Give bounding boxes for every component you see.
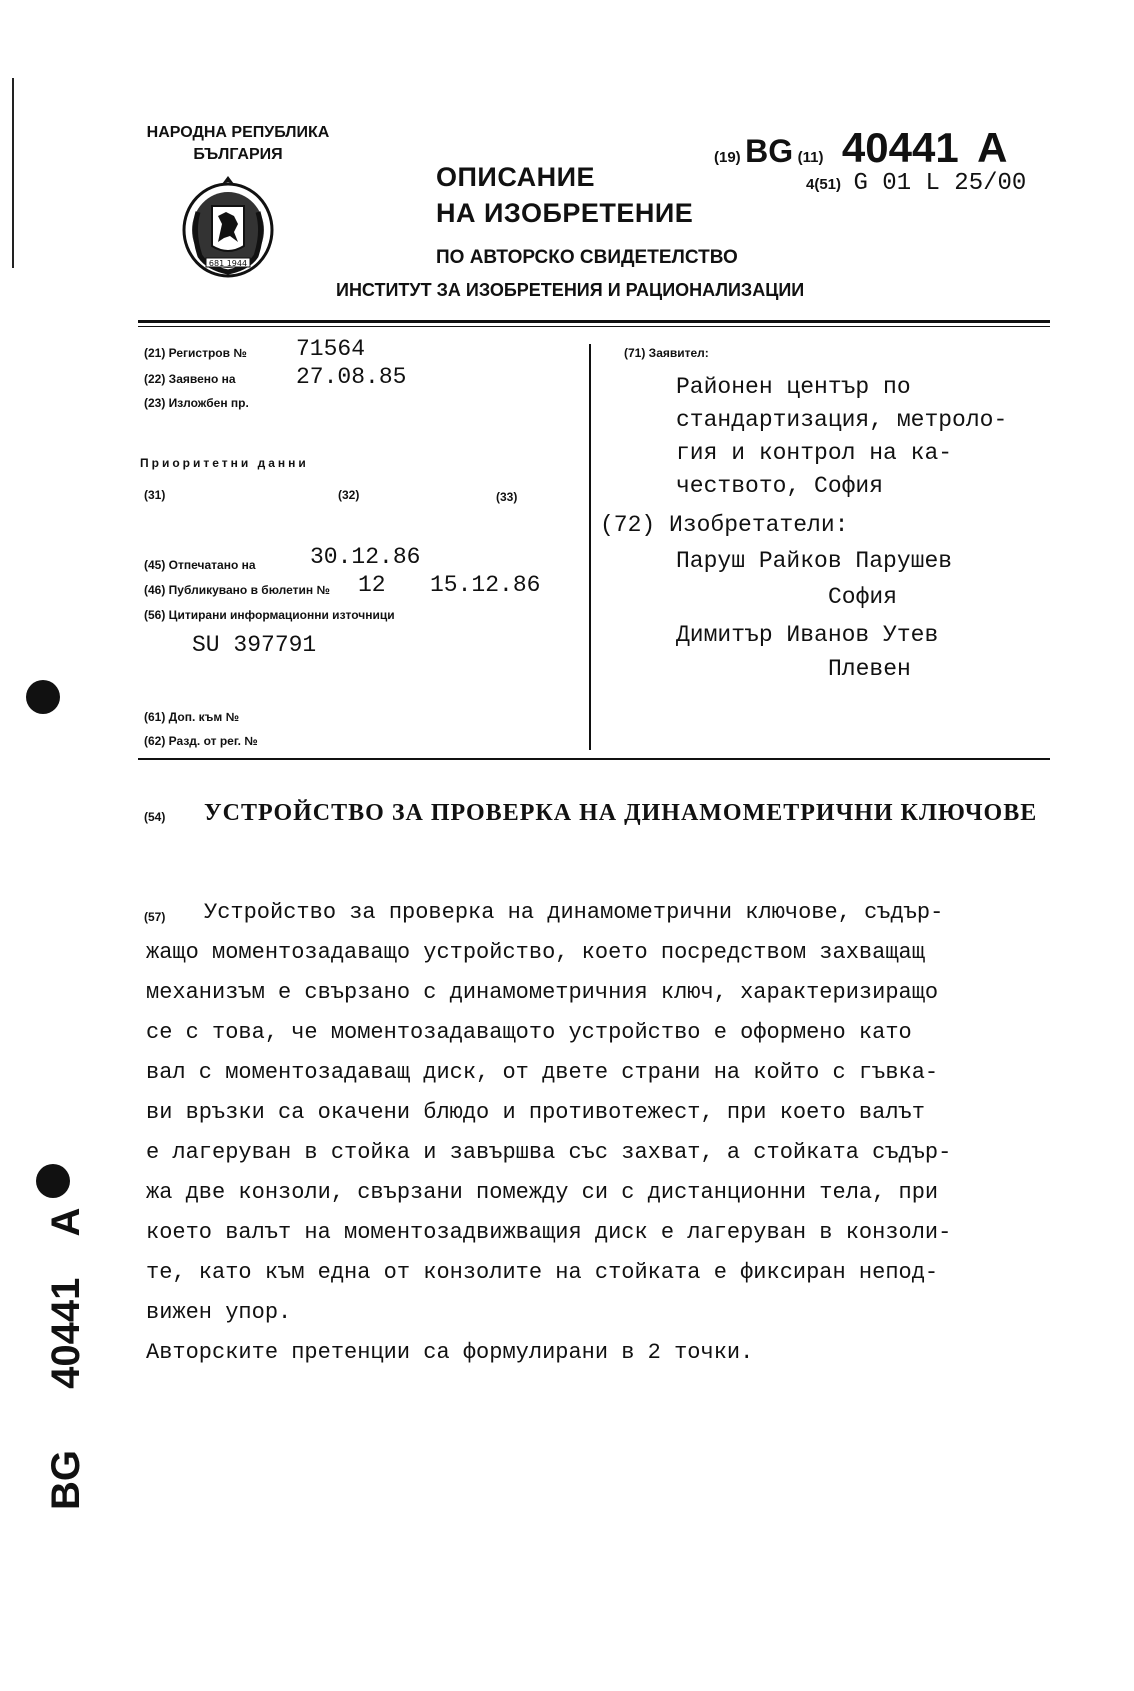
inventor-line: Димитър Иванов Утев bbox=[676, 622, 939, 648]
abstract-line: те, като към една от конзолите на стойката е фиксиран непод- bbox=[146, 1260, 939, 1285]
abstract-line: вижен упор. bbox=[146, 1300, 292, 1325]
country-code: BG bbox=[745, 133, 794, 169]
field-46-bulletin: 12 bbox=[358, 572, 386, 598]
field-45-value: 30.12.86 bbox=[310, 544, 421, 570]
inventor-line: Плевен bbox=[828, 656, 911, 682]
doc-title-line-2: НА ИЗОБРЕТЕНИЕ bbox=[436, 198, 694, 228]
ipc-classification bbox=[806, 170, 1026, 197]
field-23-label: (23) Изложбен пр. bbox=[144, 396, 249, 410]
side-doc-kind: A bbox=[44, 1207, 88, 1237]
country-line-2: БЪЛГАРИЯ bbox=[193, 146, 283, 163]
abstract-line: ви връзки са окачени блюдо и противотежест, при което валът bbox=[146, 1100, 925, 1125]
code-11: (11) bbox=[797, 149, 824, 166]
applicant-line: стандартизация, метроло- bbox=[676, 407, 1008, 433]
ipc-code: G 01 L 25/00 bbox=[853, 170, 1027, 197]
emblem-years: 681 1944 bbox=[208, 259, 248, 268]
punch-hole bbox=[26, 680, 60, 714]
field-56-label: (56) Цитирани информационни източници bbox=[144, 608, 395, 622]
abstract-line: което валът на моментозадвижващия диск е лагеруван в конзоли- bbox=[146, 1220, 952, 1245]
abstract-line: е лагеруван в стойка и завършва със захват, а стойката съдър- bbox=[146, 1140, 952, 1165]
fields-rule bbox=[138, 758, 1050, 760]
applicant-label: (71) Заявител: bbox=[624, 346, 709, 360]
field-46-label: (46) Публикувано в бюлетин № bbox=[144, 583, 330, 597]
code-19: (19) bbox=[714, 149, 741, 166]
abstract-claims-line: Авторските претенции са формулирани в 2 точки. bbox=[146, 1340, 754, 1365]
field-21-value: 71564 bbox=[296, 336, 366, 362]
abstract-line: се с това, че моментозадаващото устройство е оформено като bbox=[146, 1020, 912, 1045]
field-22-label: (22) Заявено на bbox=[144, 372, 236, 386]
punch-hole bbox=[36, 1164, 70, 1198]
side-doc-number: 40441 bbox=[44, 1277, 88, 1389]
field-21-label: (21) Регистров № bbox=[144, 346, 247, 360]
field-61-label: (61) Доп. към № bbox=[144, 710, 239, 724]
doc-number: 40441 bbox=[841, 124, 959, 171]
inventor-line: София bbox=[828, 584, 898, 610]
applicant-line: Районен център по bbox=[676, 374, 911, 400]
header-rule bbox=[138, 320, 1050, 323]
field-62-label: (62) Разд. от рег. № bbox=[144, 734, 258, 748]
side-document-marking bbox=[44, 1208, 89, 1510]
applicant-line: чеството, София bbox=[676, 473, 884, 499]
field-32: (32) bbox=[338, 488, 360, 502]
abstract-line: механизъм е свързано с динамометричния ключ, характеризиращо bbox=[146, 980, 939, 1005]
abstract-line: вал с моментозадаващ диск, от двете страни на който с гъвка- bbox=[146, 1060, 939, 1085]
field-22-value: 27.08.85 bbox=[296, 364, 407, 390]
document-number bbox=[714, 124, 1008, 172]
field-57-code: (57) bbox=[144, 910, 166, 924]
field-45-label: (45) Отпечатано на bbox=[144, 558, 256, 572]
abstract-line: жащо моментозадаващо устройство, което посредством захващащ bbox=[146, 940, 925, 965]
applicant-line: гия и контрол на ка- bbox=[676, 440, 953, 466]
code-51: 4(51) bbox=[806, 176, 842, 193]
header-rule-thin bbox=[138, 326, 1050, 327]
field-56-value: SU 397791 bbox=[192, 632, 317, 658]
inventors-label: (72) Изобретатели: bbox=[600, 512, 849, 538]
field-31: (31) bbox=[144, 488, 166, 502]
doc-title-line-1: ОПИСАНИЕ bbox=[436, 162, 596, 192]
field-46-date: 15.12.86 bbox=[430, 572, 541, 598]
country-name bbox=[138, 122, 338, 166]
state-emblem bbox=[178, 172, 278, 284]
inventor-line: Паруш Райков Парушев bbox=[676, 548, 953, 574]
doc-kind: A bbox=[977, 124, 1008, 171]
abstract-line: жа две конзоли, свързани помежду си с дистанционни тела, при bbox=[146, 1180, 939, 1205]
doc-subtitle: ПО АВТОРСКО СВИДЕТЕЛСТВО bbox=[436, 247, 738, 268]
side-country-code: BG bbox=[44, 1450, 88, 1510]
field-33: (33) bbox=[496, 490, 518, 504]
column-divider bbox=[589, 344, 591, 750]
institute-name: ИНСТИТУТ ЗА ИЗОБРЕТЕНИЯ И РАЦИОНАЛИЗАЦИИ bbox=[336, 280, 805, 300]
margin-line bbox=[12, 78, 14, 268]
invention-title: УСТРОЙСТВО ЗА ПРОВЕРКА НА ДИНАМОМЕТРИЧНИ КЛЮЧОВЕ bbox=[204, 800, 1038, 826]
abstract-line: Устройство за проверка на динамометрични ключове, съдър- bbox=[204, 900, 944, 925]
field-54-code: (54) bbox=[144, 810, 166, 824]
priority-data-label: Приоритетни данни bbox=[140, 456, 309, 470]
country-line-1: НАРОДНА РЕПУБЛИКА bbox=[146, 124, 330, 141]
